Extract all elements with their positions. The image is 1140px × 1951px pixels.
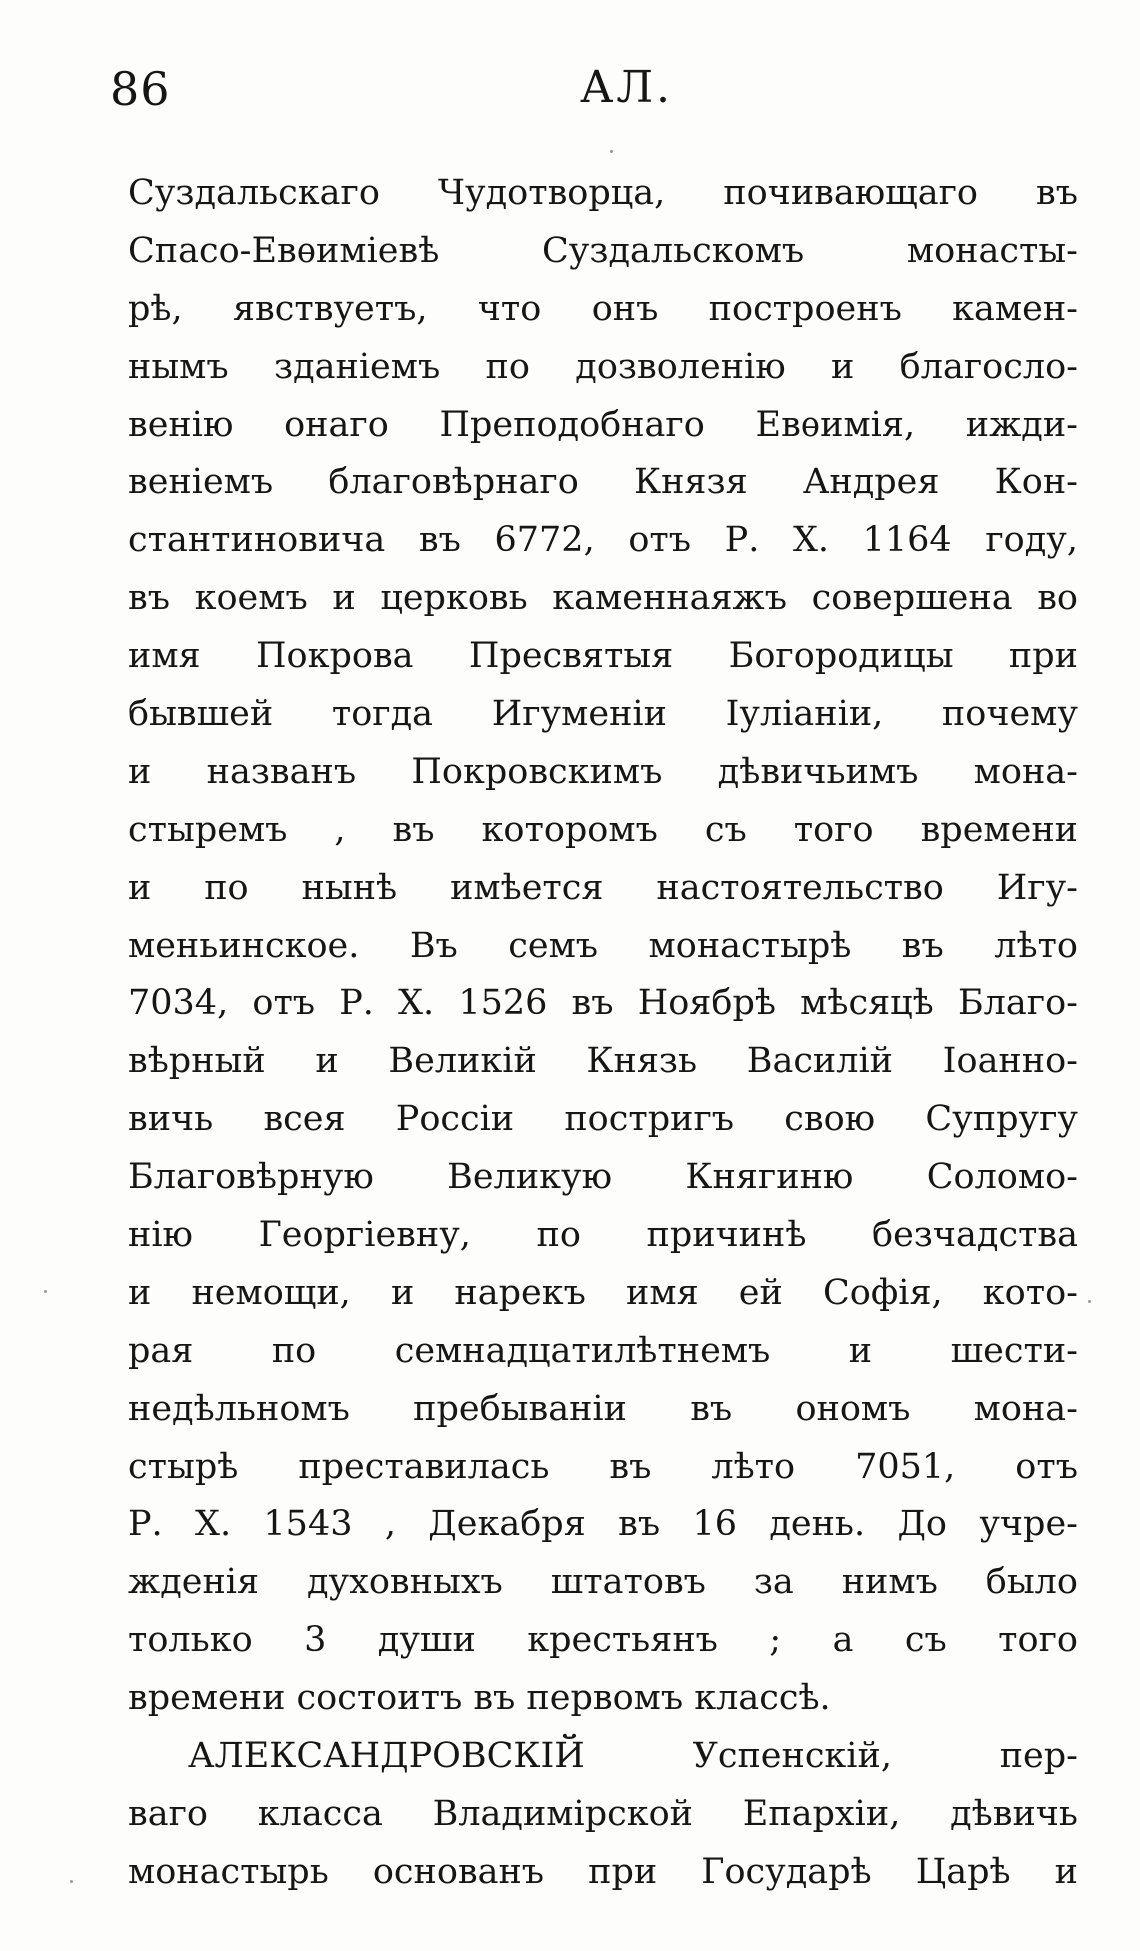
text-line-23: стырѣ преставилась въ лѣто 7051, отъ [128, 1446, 1078, 1487]
text-line-3: рѣ, явствуетъ, что онъ построенъ камен- [128, 288, 1078, 329]
text-line-28: АЛЕКСАНДРОВСКIЙ Успенскiй, пер- [188, 1736, 1078, 1777]
text-line-16: вѣрный и Великiй Князь Василiй Iоанно- [128, 1041, 1078, 1082]
running-head: АЛ. [580, 62, 674, 113]
text-line-1: Суздальскаго Чудотворца, почивающаго въ [128, 173, 1078, 213]
paper-speck [44, 1290, 47, 1293]
text-line-20: и немощи, и нарекъ имя ей Софiя, кото- [128, 1272, 1078, 1313]
text-line-21: рая по семнадцатилѣтнемъ и шести- [128, 1330, 1078, 1371]
text-line-27: времени состоитъ въ первомъ классѣ. [128, 1678, 831, 1719]
text-line-24: Р. Х. 1543 , Декабря въ 16 день. До учре- [128, 1504, 1078, 1545]
page-number: 86 [110, 62, 171, 116]
page-header [110, 62, 1080, 132]
text-line-30: монастырь основанъ при Государѣ Царѣ и [128, 1851, 1078, 1892]
text-line-14: меньинское. Въ семъ монастырѣ въ лѣто [128, 925, 1078, 966]
text-line-26: только 3 души крестьянъ ; а съ того [128, 1620, 1078, 1661]
text-line-12: стыремъ , въ которомъ съ того времени [128, 809, 1078, 850]
text-line-17: вичь всея Россiи постригъ свою Супругу [128, 1099, 1078, 1140]
paper-speck [610, 150, 613, 153]
text-line-11: и названъ Покровскимъ дѣвичьимъ мона- [128, 751, 1078, 792]
text-line-10: бывшей тогда Игуменiи Iулiанiи, почему [128, 694, 1078, 735]
text-line-2: Спасо-Евѳимiевѣ Суздальскомъ монасты- [128, 230, 1078, 271]
text-line-15: 7034, отъ Р. Х. 1526 въ Ноябрѣ мѣсяцѣ Благо- [128, 983, 1078, 1024]
text-line-29: ваго класса Владимiрской Епархiи, дѣвичь [128, 1793, 1078, 1834]
text-line-19: нiю Георгiевну, по причинѣ безчадства [128, 1215, 1078, 1256]
text-line-22: недѣльномъ пребыванiи въ ономъ мона- [128, 1388, 1078, 1429]
text-line-13: и по нынѣ имѣется настоятельство Игу- [128, 867, 1078, 908]
text-line-4: нымъ зданiемъ по дозволенiю и благосло- [128, 346, 1078, 387]
text-line-18: Благовѣрную Великую Княгиню Соломо- [128, 1157, 1078, 1198]
text-line-9: имя Покрова Пресвятыя Богородицы при [128, 636, 1078, 677]
paper-speck [70, 1880, 73, 1883]
text-line-8: въ коемъ и церковь каменнаяжъ совершена во [128, 578, 1078, 619]
text-line-6: венiемъ благовѣрнаго Князя Андрея Кон- [128, 462, 1078, 503]
text-line-7: стантиновича въ 6772, отъ Р. Х. 1164 году, [128, 520, 1078, 561]
text-line-5: венiю онаго Преподобнаго Евѳимiя, ижди- [128, 404, 1078, 445]
text-line-25: жденiя духовныхъ штатовъ за нимъ было [128, 1562, 1078, 1603]
body-text [128, 165, 1078, 1902]
paper-speck [1088, 1300, 1091, 1303]
